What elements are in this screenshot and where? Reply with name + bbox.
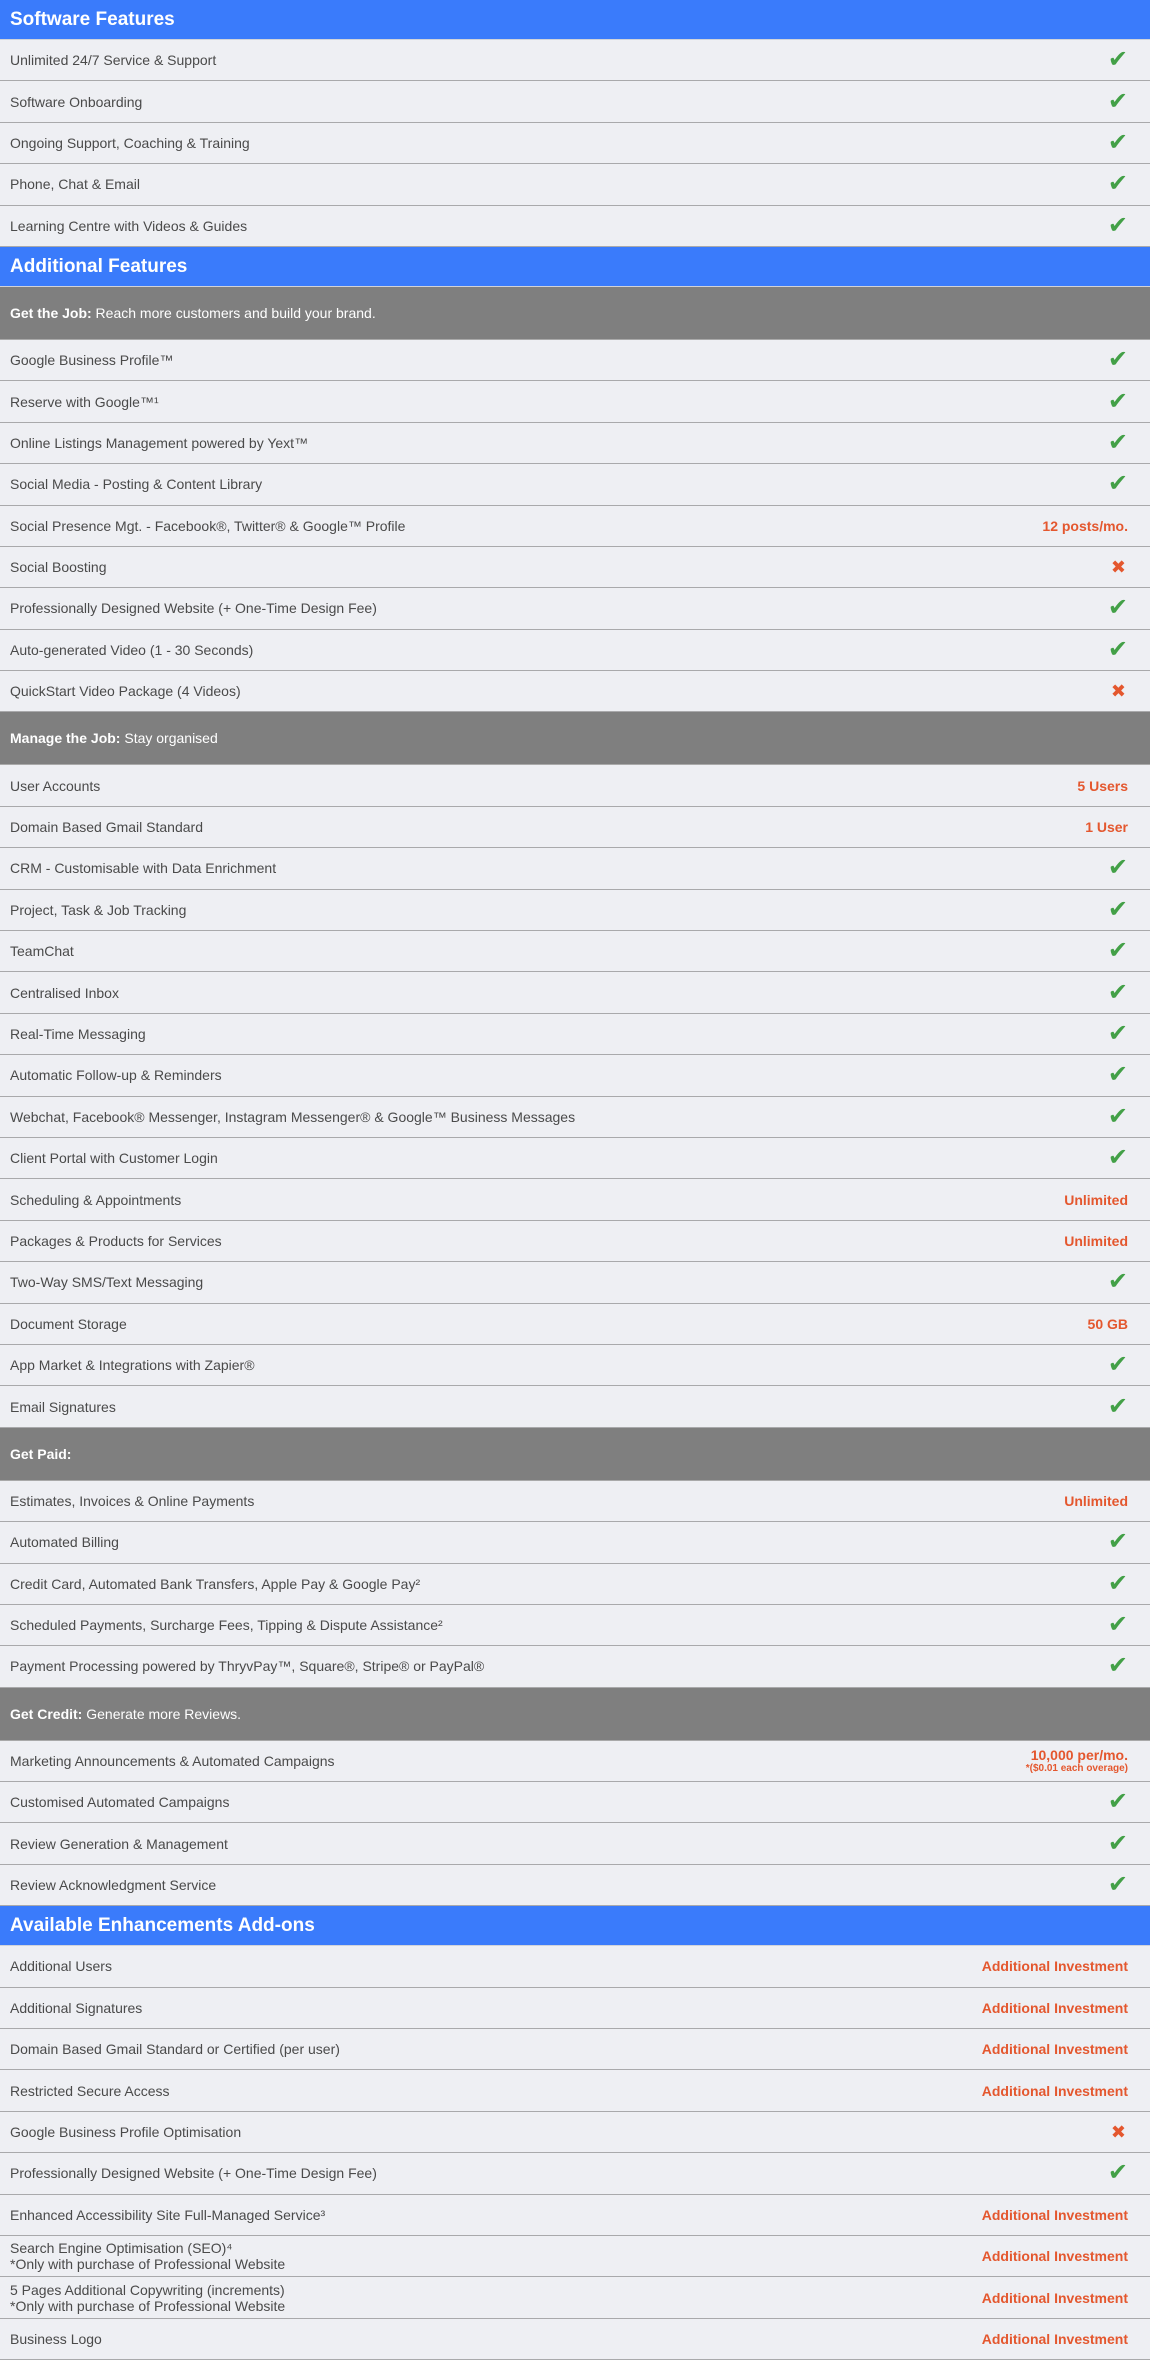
feature-row	[0, 2319, 1150, 2360]
cross-icon	[1111, 682, 1128, 700]
feature-value	[1064, 1192, 1128, 1208]
feature-row	[0, 547, 1150, 588]
feature-row	[0, 2195, 1150, 2236]
feature-label-text: Additional Users	[10, 1958, 112, 1975]
feature-label-note: *Only with purchase of Professional Website	[10, 2256, 286, 2273]
feature-row	[0, 340, 1150, 381]
check-icon	[1108, 1146, 1128, 1170]
feature-label	[10, 1274, 1108, 1290]
feature-label	[10, 518, 1042, 534]
feature-label-text: Software Onboarding	[10, 93, 143, 110]
feature-value-text: 10,000 per/mo.	[1030, 1747, 1128, 1764]
check-icon	[1107, 1102, 1128, 1130]
feature-label-text: Additional Signatures	[10, 1999, 143, 2016]
feature-row	[0, 1865, 1150, 1906]
feature-label	[10, 1150, 1108, 1166]
section-header-additional-features: Additional Features	[0, 247, 1150, 287]
feature-label-text: Social Media - Posting & Content Library	[10, 476, 263, 493]
feature-value	[982, 2207, 1128, 2223]
feature-label-text: Webchat, Facebook® Messenger, Instagram Messenger® & Google™ Business Messages	[10, 1108, 576, 1125]
check-icon: ✔	[1107, 211, 1128, 239]
section-header-software-features: Software Features	[0, 0, 1150, 40]
feature-label	[10, 1493, 1064, 1509]
feature-label	[10, 559, 1111, 575]
feature-row	[0, 40, 1150, 81]
feature-label	[10, 2041, 982, 2057]
feature-label-text: App Market & Integrations with Zapier®	[10, 1357, 255, 1374]
feature-value-text: 12 posts/mo.	[1042, 517, 1128, 534]
check-icon	[1108, 48, 1128, 72]
check-icon	[1107, 635, 1128, 663]
feature-label-text: Credit Card, Automated Bank Transfers, Apple Pay & Google Pay²	[10, 1575, 421, 1592]
feature-row	[0, 630, 1150, 671]
check-icon: ✔	[1107, 346, 1128, 374]
check-icon	[1108, 172, 1128, 196]
feature-label	[10, 2124, 1111, 2140]
check-icon	[1107, 895, 1128, 923]
check-icon: ✔	[1107, 978, 1128, 1006]
check-icon	[1107, 1569, 1128, 1597]
feature-label-text: Document Storage	[10, 1315, 127, 1332]
feature-label-text: Domain Based Gmail Standard	[10, 819, 203, 836]
feature-label-text: Two-Way SMS/Text Messaging	[10, 1274, 204, 1291]
check-icon: ✔	[1107, 1392, 1128, 1420]
feature-label-text: Client Portal with Customer Login	[10, 1150, 218, 1167]
check-icon: ✔	[1107, 170, 1128, 198]
feature-value	[1085, 819, 1128, 835]
feature-label	[10, 52, 1108, 68]
feature-row	[0, 506, 1150, 547]
feature-label-text: CRM - Customisable with Data Enrichment	[10, 860, 277, 877]
feature-value-text: Additional Investment	[981, 2248, 1128, 2265]
feature-value-text: Unlimited	[1064, 1232, 1128, 1249]
check-icon	[1108, 1063, 1128, 1087]
check-icon	[1108, 939, 1128, 963]
feature-value	[1088, 1316, 1128, 1332]
check-icon: ✔	[1107, 46, 1128, 74]
feature-label	[10, 1794, 1108, 1810]
feature-row	[0, 1221, 1150, 1262]
feature-row	[0, 423, 1150, 464]
feature-label-text: Learning Centre with Videos & Guides	[10, 217, 248, 234]
group-header-description: Generate more Reviews.	[82, 1705, 242, 1722]
feature-row	[0, 1138, 1150, 1179]
feature-label-text: Search Engine Optimisation (SEO)⁴	[10, 2240, 233, 2257]
feature-row	[0, 1823, 1150, 1864]
feature-label	[10, 2331, 982, 2347]
feature-row	[0, 164, 1150, 205]
feature-label	[10, 1233, 1064, 1249]
check-icon	[1107, 1829, 1128, 1857]
feature-row	[0, 2153, 1150, 2194]
feature-value-text: Additional Investment	[981, 2289, 1128, 2306]
feature-value-text: 1 User	[1085, 819, 1128, 836]
feature-row	[0, 1481, 1150, 1522]
group-header-get-credit	[0, 1688, 1150, 1741]
feature-label	[10, 1109, 1108, 1125]
feature-value-text: Additional Investment	[981, 1999, 1128, 2016]
feature-value-note: *($0.01 each overage)	[1025, 1763, 1128, 1775]
feature-row	[0, 2029, 1150, 2070]
feature-row	[0, 972, 1150, 1013]
check-icon: ✔	[1107, 2159, 1128, 2187]
feature-row	[0, 1564, 1150, 1605]
feature-label	[10, 1958, 982, 1974]
feature-value	[1064, 1233, 1128, 1249]
feature-row	[0, 1646, 1150, 1687]
feature-value	[982, 2083, 1128, 2099]
group-header-title: Get Paid:	[10, 1445, 72, 1462]
feature-value-text: Additional Investment	[981, 2206, 1128, 2223]
feature-row	[0, 931, 1150, 972]
feature-label	[10, 1617, 1108, 1633]
feature-label	[10, 1067, 1108, 1083]
feature-label-text: Professionally Designed Website (+ One-Time Design Fee)	[10, 600, 377, 617]
group-header-description: Stay organised	[120, 730, 218, 747]
feature-label	[10, 902, 1108, 918]
check-icon: ✔	[1107, 937, 1128, 965]
feature-value	[982, 2041, 1128, 2057]
feature-label	[10, 394, 1108, 410]
feature-label	[10, 1658, 1108, 1674]
check-icon	[1107, 978, 1128, 1006]
feature-value	[1064, 1493, 1128, 1509]
check-icon	[1108, 1530, 1128, 1554]
feature-label	[10, 985, 1108, 1001]
group-header-description: Reach more customers and build your brand.	[91, 304, 376, 321]
feature-label	[10, 1316, 1088, 1332]
feature-label	[10, 2207, 982, 2223]
feature-row	[0, 206, 1150, 247]
feature-label-text: Packages & Products for Services	[10, 1232, 222, 1249]
feature-row	[0, 2236, 1150, 2277]
feature-label	[10, 2083, 982, 2099]
feature-label-text: Email Signatures	[10, 1398, 116, 1415]
check-icon	[1108, 2161, 1128, 2185]
check-icon	[1107, 387, 1128, 415]
check-icon: ✔	[1107, 895, 1128, 923]
check-icon: ✔	[1107, 1144, 1128, 1172]
check-icon: ✔	[1107, 1652, 1128, 1680]
feature-row	[0, 1014, 1150, 1055]
check-icon	[1108, 1873, 1128, 1897]
check-icon	[1108, 1353, 1128, 1377]
feature-value-text: Additional Investment	[981, 1958, 1128, 1975]
feature-row	[0, 671, 1150, 712]
feature-label	[10, 1576, 1108, 1592]
feature-label	[10, 135, 1108, 151]
feature-value	[982, 2331, 1128, 2347]
feature-label-text: Payment Processing powered by ThryvPay™, Square®, Stripe® or PayPal®	[10, 1658, 485, 1675]
feature-label	[10, 94, 1108, 110]
feature-value	[982, 2290, 1128, 2306]
check-icon: ✔	[1107, 1102, 1128, 1130]
feature-row	[0, 1304, 1150, 1345]
feature-label-text: Ongoing Support, Coaching & Training	[10, 134, 250, 151]
feature-label-text: Centralised Inbox	[10, 984, 119, 1001]
feature-row	[0, 765, 1150, 806]
feature-row	[0, 381, 1150, 422]
cross-icon	[1111, 558, 1128, 576]
cross-icon: ✖	[1110, 557, 1126, 578]
cross-icon: ✖	[1110, 2121, 1126, 2142]
cross-icon	[1111, 2123, 1128, 2141]
feature-value-text: Additional Investment	[981, 2082, 1128, 2099]
check-icon: ✔	[1107, 1788, 1128, 1816]
feature-label	[10, 218, 1108, 234]
group-header-get-the-job	[0, 287, 1150, 340]
feature-label-text: Restricted Secure Access	[10, 2082, 170, 2099]
check-icon	[1108, 1654, 1128, 1678]
check-icon: ✔	[1107, 635, 1128, 663]
feature-label-text: Google Business Profile Optimisation	[10, 2123, 242, 2140]
group-header-title: Get Credit:	[10, 1705, 83, 1722]
check-icon	[1108, 1022, 1128, 1046]
feature-row	[0, 1262, 1150, 1303]
feature-label-text: Google Business Profile™	[10, 352, 174, 369]
check-icon	[1108, 856, 1128, 880]
feature-label	[10, 1753, 1026, 1769]
check-icon: ✔	[1107, 470, 1128, 498]
check-icon: ✔	[1107, 594, 1128, 622]
feature-row	[0, 81, 1150, 122]
feature-label-text: Online Listings Management powered by Yext™	[10, 434, 309, 451]
check-icon: ✔	[1107, 1351, 1128, 1379]
feature-value	[1077, 778, 1128, 794]
feature-label-text: Review Generation & Management	[10, 1835, 228, 1852]
feature-label	[10, 819, 1085, 835]
feature-value-text: Additional Investment	[981, 2041, 1128, 2058]
check-icon: ✔	[1107, 1268, 1128, 1296]
feature-label-text: Scheduled Payments, Surcharge Fees, Tipping & Dispute Assistance²	[10, 1617, 443, 1634]
group-header-title: Manage the Job:	[10, 730, 121, 747]
feature-row	[0, 848, 1150, 889]
feature-label-text: QuickStart Video Package (4 Videos)	[10, 683, 241, 700]
feature-label-text: Scheduling & Appointments	[10, 1191, 182, 1208]
feature-value-text: Additional Investment	[981, 2330, 1128, 2347]
feature-label-text: Review Acknowledgment Service	[10, 1877, 217, 1894]
feature-label-text: Marketing Announcements & Automated Campaigns	[10, 1752, 335, 1769]
feature-label	[10, 352, 1108, 368]
feature-label	[10, 778, 1077, 794]
feature-value	[982, 2000, 1128, 2016]
feature-label-text: Automatic Follow-up & Reminders	[10, 1067, 222, 1084]
feature-row	[0, 1055, 1150, 1096]
feature-label	[10, 1534, 1108, 1550]
feature-label	[10, 600, 1108, 616]
feature-label	[10, 1836, 1108, 1852]
feature-row	[0, 123, 1150, 164]
group-header-get-paid	[0, 1428, 1150, 1481]
feature-label-text: Domain Based Gmail Standard or Certified (per user)	[10, 2041, 340, 2058]
feature-value-text: 5 Users	[1077, 777, 1128, 794]
feature-label	[10, 2000, 982, 2016]
section-header-available-enhancements-add-ons: Available Enhancements Add-ons	[0, 1906, 1150, 1946]
feature-label	[10, 860, 1108, 876]
check-icon	[1108, 1613, 1128, 1637]
check-icon	[1108, 348, 1128, 372]
check-icon: ✔	[1107, 387, 1128, 415]
feature-label-text: 5 Pages Additional Copywriting (increments)	[10, 2281, 285, 2298]
feature-row	[0, 1988, 1150, 2029]
feature-label	[10, 1192, 1064, 1208]
check-icon	[1107, 87, 1128, 115]
feature-label	[10, 943, 1108, 959]
feature-label-text: Business Logo	[10, 2330, 102, 2347]
check-icon	[1108, 596, 1128, 620]
feature-row	[0, 1605, 1150, 1646]
feature-label	[10, 435, 1108, 451]
feature-row	[0, 890, 1150, 931]
feature-label-text: Customised Automated Campaigns	[10, 1794, 230, 1811]
feature-row	[0, 588, 1150, 629]
feature-label-text: Social Boosting	[10, 559, 107, 576]
feature-label	[10, 1399, 1108, 1415]
check-icon: ✔	[1107, 1528, 1128, 1556]
cross-icon: ✖	[1110, 681, 1126, 702]
feature-row	[0, 2277, 1150, 2318]
feature-row	[0, 1946, 1150, 1987]
check-icon: ✔	[1107, 1829, 1128, 1857]
feature-label-text: TeamChat	[10, 943, 74, 960]
group-header-manage-the-job	[0, 712, 1150, 765]
feature-label	[10, 2165, 1108, 2181]
feature-row	[0, 1097, 1150, 1138]
feature-label-text: Automated Billing	[10, 1534, 119, 1551]
feature-label	[10, 1877, 1108, 1893]
feature-value	[1026, 1747, 1128, 1774]
feature-row	[0, 2112, 1150, 2153]
feature-label	[10, 1357, 1108, 1373]
check-icon	[1107, 1392, 1128, 1420]
feature-value	[982, 2248, 1128, 2264]
check-icon	[1108, 1790, 1128, 1814]
group-header-title: Get the Job:	[10, 304, 92, 321]
feature-label-text: Real-Time Messaging	[10, 1026, 146, 1042]
feature-value-text: 50 GB	[1087, 1315, 1128, 1332]
feature-label	[10, 2282, 982, 2314]
feature-row	[0, 1386, 1150, 1427]
feature-label	[10, 2240, 982, 2272]
check-icon: ✔	[1107, 1020, 1128, 1047]
feature-label	[10, 642, 1108, 658]
check-icon	[1107, 428, 1128, 456]
check-icon	[1107, 211, 1128, 239]
feature-label	[10, 1026, 1108, 1042]
feature-label-text: Unlimited 24/7 Service & Support	[10, 52, 217, 69]
check-icon: ✔	[1107, 1061, 1128, 1089]
feature-label-text: Professionally Designed Website (+ One-Time Design Fee)	[10, 2165, 377, 2182]
check-icon: ✔	[1107, 87, 1128, 115]
feature-label	[10, 476, 1108, 492]
feature-label-text: Auto-generated Video (1 - 30 Seconds)	[10, 641, 254, 658]
feature-row	[0, 1345, 1150, 1386]
check-icon: ✔	[1107, 854, 1128, 882]
feature-label-note: *Only with purchase of Professional Website	[10, 2297, 286, 2314]
feature-label	[10, 176, 1108, 192]
feature-value	[982, 1958, 1128, 1974]
feature-label-text: Estimates, Invoices & Online Payments	[10, 1492, 255, 1509]
check-icon	[1108, 1270, 1128, 1294]
check-icon	[1108, 472, 1128, 496]
feature-label	[10, 683, 1111, 699]
feature-row	[0, 2070, 1150, 2111]
feature-label-text: Enhanced Accessibility Site Full-Managed Service³	[10, 2206, 326, 2223]
feature-value-text: Unlimited	[1064, 1191, 1128, 1208]
check-icon: ✔	[1107, 1611, 1128, 1639]
feature-label-text: User Accounts	[10, 777, 101, 794]
feature-value	[1042, 518, 1128, 534]
check-icon: ✔	[1107, 1569, 1128, 1597]
feature-label-text: Reserve with Google™¹	[10, 393, 159, 410]
check-icon: ✔	[1107, 428, 1128, 456]
feature-row	[0, 1179, 1150, 1220]
feature-label-text: Phone, Chat & Email	[10, 176, 140, 193]
feature-value-text: Unlimited	[1064, 1492, 1128, 1509]
check-icon: ✔	[1107, 128, 1128, 156]
feature-row	[0, 1782, 1150, 1823]
feature-label-text: Social Presence Mgt. - Facebook®, Twitter® & Google™ Profile	[10, 517, 406, 534]
feature-row	[0, 1522, 1150, 1563]
feature-label-text: Project, Task & Job Tracking	[10, 901, 187, 918]
feature-row	[0, 807, 1150, 848]
feature-row	[0, 1741, 1150, 1782]
check-icon	[1107, 128, 1128, 156]
check-icon: ✔	[1107, 1871, 1128, 1899]
feature-row	[0, 464, 1150, 505]
